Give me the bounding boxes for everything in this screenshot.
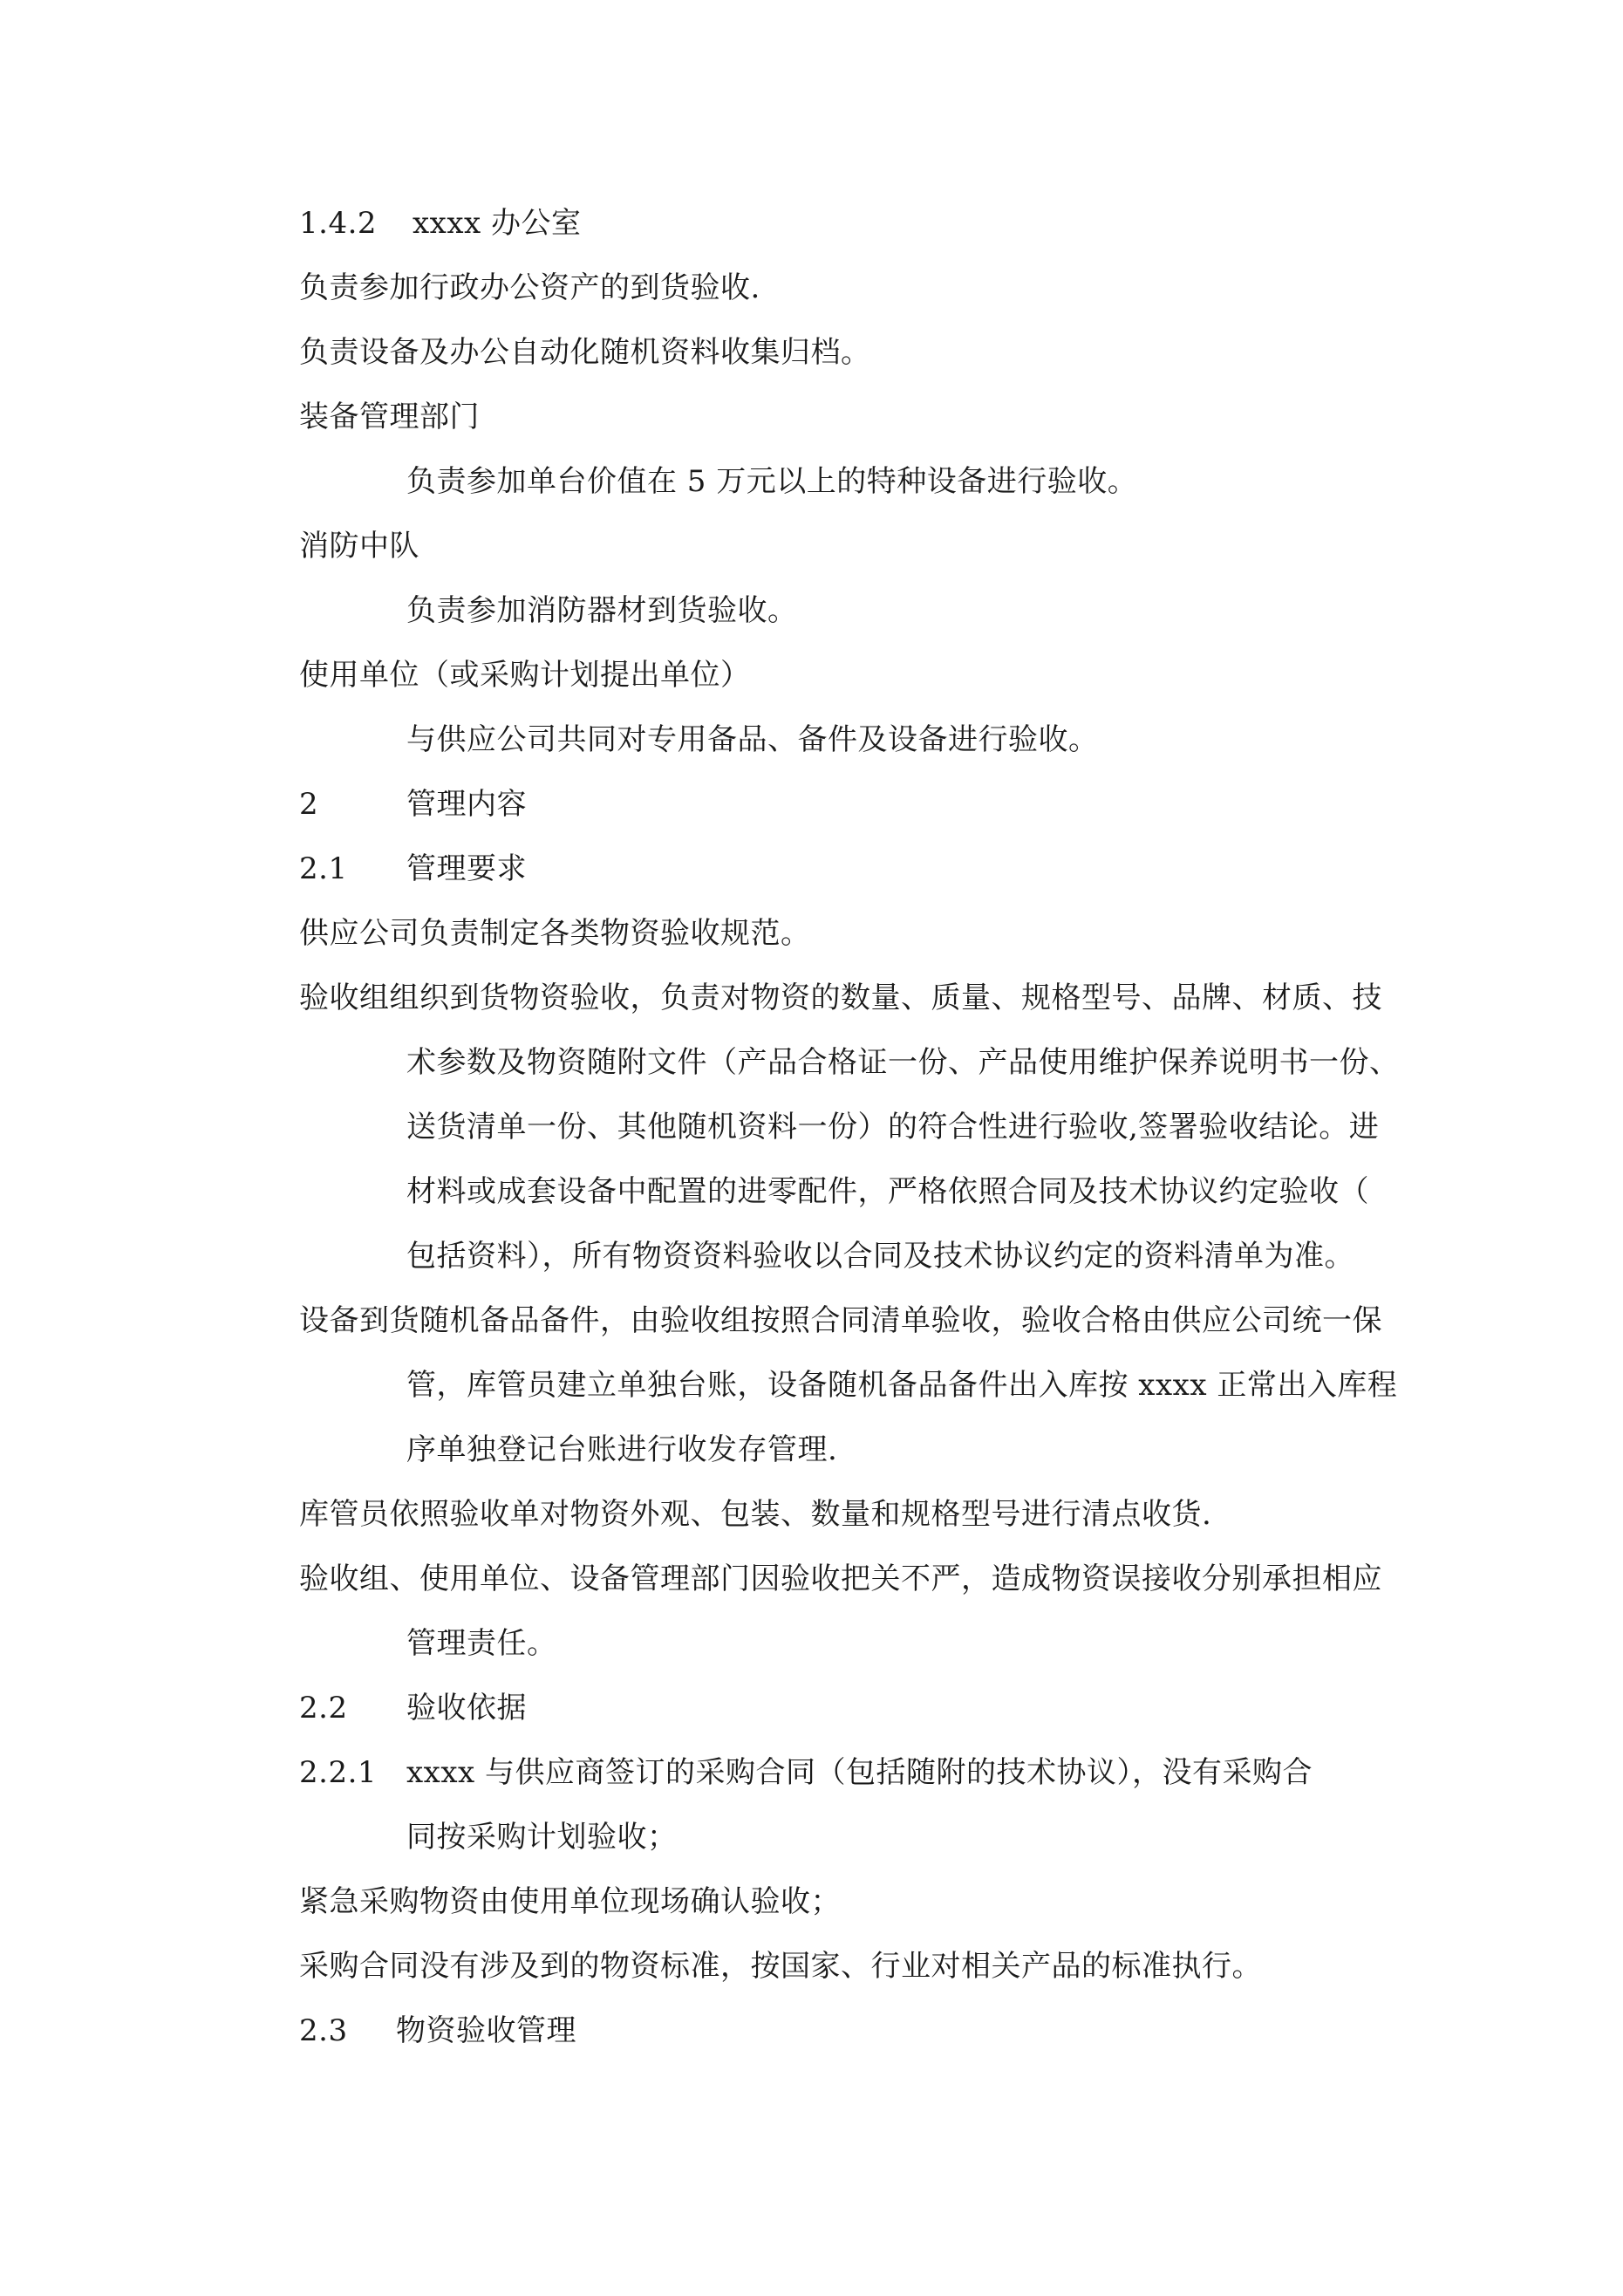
sub-heading: 装备管理部门	[299, 400, 480, 434]
paragraph-continuation: 包括资料），所有物资资料验收以合同及技术协议约定的资料清单为准。	[406, 1239, 1354, 1274]
section-number: 2.3	[299, 2013, 348, 2048]
paragraph-continuation: 同按采购计划验收；	[406, 1820, 678, 1855]
heading-2-1	[299, 851, 527, 886]
paragraph: 验收组组织到货物资验收，负责对物资的数量、质量、规格型号、品牌、材质、技	[299, 981, 1382, 1015]
heading-1-4-2	[299, 206, 582, 241]
paragraph: 紧急采购物资由使用单位现场确认验收；	[299, 1884, 841, 1919]
section-number: 2	[299, 787, 319, 822]
section-title: 物资验收管理	[396, 2013, 576, 2048]
heading-2	[299, 787, 527, 822]
paragraph-continuation: 术参数及物资随附文件（产品合格证一份、产品使用维护保养说明书一份、	[406, 1045, 1400, 1080]
section-number: 2.1	[299, 851, 348, 886]
sub-heading: 消防中队	[299, 529, 419, 564]
section-number: 2.2	[299, 1691, 348, 1725]
paragraph-continuation: 管理责任。	[406, 1626, 557, 1661]
section-title: xxxx 与供应商签订的采购合同（包括随附的技术协议），没有采购合	[406, 1755, 1313, 1790]
paragraph-continuation: 材料或成套设备中配置的进零配件，严格依照合同及技术协议约定验收（	[406, 1174, 1369, 1209]
paragraph: 负责参加行政办公资产的到货验收.	[299, 270, 760, 305]
sub-heading: 使用单位（或采购计划提出单位）	[299, 658, 751, 693]
section-number: 2.2.1	[299, 1755, 378, 1790]
paragraph: 设备到货随机备品备件，由验收组按照合同清单验收，验收合格由供应公司统一保	[299, 1303, 1382, 1338]
paragraph-indented: 与供应公司共同对专用备品、备件及设备进行验收。	[406, 722, 1099, 757]
section-title: 管理要求	[406, 851, 527, 886]
paragraph: 验收组、使用单位、设备管理部门因验收把关不严，造成物资误接收分别承担相应	[299, 1561, 1382, 1596]
section-title: 管理内容	[406, 787, 527, 822]
paragraph: 采购合同没有涉及到的物资标准，按国家、行业对相关产品的标准执行。	[299, 1949, 1262, 1984]
paragraph-indented: 负责参加消防器材到货验收。	[406, 593, 798, 628]
paragraph-indented: 负责参加单台价值在 5 万元以上的特种设备进行验收。	[406, 464, 1138, 499]
section-number: 1.4.2	[299, 206, 378, 241]
paragraph-continuation: 管，库管员建立单独台账，设备随机备品备件出入库按 xxxx 正常出入库程	[406, 1368, 1398, 1403]
paragraph: 库管员依照验收单对物资外观、包装、数量和规格型号进行清点收货.	[299, 1497, 1212, 1532]
paragraph-continuation: 序单独登记台账进行收发存管理.	[406, 1432, 838, 1467]
heading-2-2-1	[299, 1755, 1313, 1790]
paragraph: 供应公司负责制定各类物资验收规范。	[299, 916, 811, 951]
section-title: 验收依据	[406, 1691, 527, 1725]
heading-2-2	[299, 1691, 527, 1725]
section-title: xxxx 办公室	[413, 206, 582, 241]
paragraph: 负责设备及办公自动化随机资料收集归档。	[299, 335, 871, 370]
paragraph-continuation: 送货清单一份、其他随机资料一份）的符合性进行验收,签署验收结论。进	[406, 1110, 1380, 1145]
heading-2-3	[299, 2013, 576, 2048]
